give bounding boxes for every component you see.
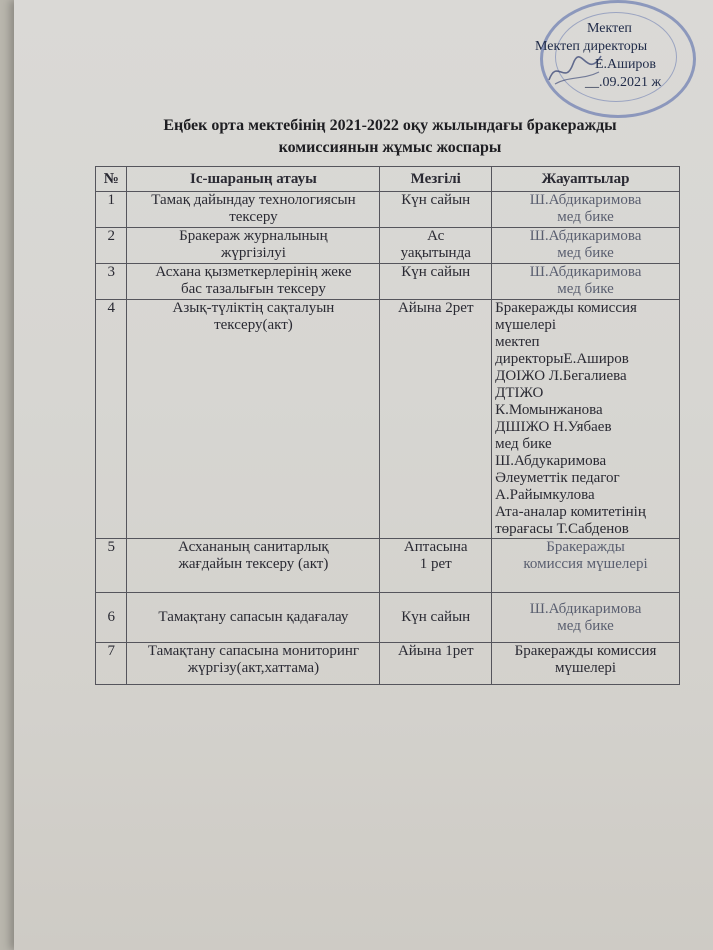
- row-period: [380, 264, 492, 300]
- event-line: Тамақ дайындау технологиясын: [151, 192, 356, 208]
- row-event: [127, 539, 380, 593]
- responsible-line: Ш.Абдикаримова: [529, 600, 642, 617]
- responsible-line: мед бике: [557, 209, 614, 225]
- event-line: Асхана қызметкерлерінің жеке: [155, 264, 352, 280]
- responsible-line: Ата-аналар комитетінің: [495, 504, 646, 520]
- responsible-line: мүшелері: [555, 660, 617, 676]
- event-line: жағдайын тексеру (акт): [178, 556, 329, 572]
- row-responsible: [492, 192, 680, 228]
- responsible-line: Бракеражды комиссия: [495, 300, 637, 316]
- row-event: [127, 228, 380, 264]
- event-line: Тамақтану сапасын қадағалау: [158, 609, 349, 625]
- period-line: Ас: [427, 228, 445, 244]
- responsible-line: комиссия мүшелері: [523, 556, 648, 572]
- responsible-line: Ш.Абдикаримова: [529, 192, 642, 208]
- row-number: 7: [96, 643, 127, 685]
- event-line: Бракераж журналының: [179, 228, 328, 244]
- responsible-line: Ш.Абдикаримова: [529, 264, 642, 280]
- row-responsible: [492, 643, 680, 685]
- row-period: [380, 643, 492, 685]
- row-responsible: [492, 264, 680, 300]
- table-row: [96, 264, 680, 300]
- approval-block: [535, 20, 710, 92]
- row-period: [380, 593, 492, 643]
- responsible-line: мүшелері: [495, 317, 557, 333]
- row-responsible: [492, 539, 680, 593]
- responsible-line: Бракеражды: [546, 539, 625, 555]
- period-line: Күн сайын: [401, 609, 471, 625]
- row-period: [380, 192, 492, 228]
- header-responsible: Жауаптылар: [492, 167, 680, 192]
- responsible-line: мектеп: [495, 334, 540, 350]
- responsible-line: мед бике: [557, 617, 614, 634]
- approval-line-1: Мектеп: [587, 21, 632, 36]
- header-period: Мезгілі: [380, 167, 492, 192]
- row-event: [127, 643, 380, 685]
- period-line: Күн сайын: [401, 192, 471, 208]
- header-event: Іс-шараның атауы: [127, 167, 380, 192]
- row-period: [380, 228, 492, 264]
- table-header-row: [96, 167, 680, 192]
- row-period: [380, 539, 492, 593]
- period-line: 1 рет: [419, 556, 452, 572]
- responsible-line: мед бике: [557, 281, 614, 297]
- row-event: [127, 593, 380, 643]
- row-number: 6: [96, 593, 127, 643]
- event-line: жүргізілуі: [220, 245, 286, 261]
- period-line: Аптасына: [403, 539, 468, 555]
- plan-table: [95, 166, 680, 685]
- responsible-line: ДТІЖО: [495, 385, 544, 401]
- period-line: Күн сайын: [401, 264, 471, 280]
- row-event: [127, 192, 380, 228]
- row-event: [127, 264, 380, 300]
- approval-line-4: __.09.2021 ж: [585, 75, 662, 90]
- row-period: [380, 300, 492, 539]
- event-line: тексеру(акт): [214, 317, 293, 333]
- row-number: 5: [96, 539, 127, 593]
- responsible-line: төрағасы Т.Сабденов: [495, 521, 629, 537]
- approval-line-2: Мектеп директоры: [535, 39, 648, 54]
- responsible-line: Әлеуметтік педагог: [495, 470, 620, 486]
- row-event: [127, 300, 380, 539]
- responsible-line: Ш.Абдукаримова: [495, 453, 607, 469]
- event-line: Асхананың санитарлық: [178, 539, 329, 555]
- responsible-line: Ш.Абдикаримова: [529, 228, 642, 244]
- responsible-line: мед бике: [557, 245, 614, 261]
- responsible-line: ДОІЖО Л.Бегалиева: [495, 368, 627, 384]
- event-line: бас тазалығын тексеру: [181, 281, 326, 297]
- table-row: [96, 300, 680, 539]
- responsible-line: директорыЕ.Аширов: [495, 351, 629, 367]
- title-line-1: Еңбек орта мектебінің 2021-2022 оқу жылындағы бракеражды: [163, 117, 617, 134]
- period-line: Айына 1рет: [397, 643, 474, 659]
- row-number: 2: [96, 228, 127, 264]
- row-responsible: [492, 593, 680, 643]
- table-row: [96, 192, 680, 228]
- responsible-line: Бракеражды комиссия: [514, 643, 657, 659]
- row-responsible: [492, 300, 680, 539]
- table-row: [96, 593, 680, 643]
- title-line-2: комиссиянын жұмыс жоспары: [278, 139, 502, 156]
- period-line: Айына 2рет: [397, 300, 474, 316]
- row-number: 1: [96, 192, 127, 228]
- event-line: Тамақтану сапасына мониторинг: [147, 643, 360, 659]
- event-line: тексеру: [229, 209, 278, 225]
- responsible-line: К.Момынжанова: [495, 402, 603, 418]
- document-title: [110, 115, 670, 159]
- table-row: [96, 643, 680, 685]
- approval-line-3: Е.Аширов: [595, 57, 657, 72]
- row-number: 3: [96, 264, 127, 300]
- row-number: 4: [96, 300, 127, 539]
- event-line: жүргізу(акт,хаттама): [187, 660, 320, 676]
- table-row: [96, 228, 680, 264]
- event-line: Азық-түліктің сақталуын: [172, 300, 335, 316]
- responsible-line: ДШІЖО Н.Уябаев: [495, 419, 612, 435]
- responsible-line: мед бике: [495, 436, 552, 452]
- period-line: уақытында: [400, 245, 471, 261]
- header-number: №: [96, 167, 127, 192]
- table-row: [96, 539, 680, 593]
- responsible-line: А.Райымкулова: [495, 487, 595, 503]
- row-responsible: [492, 228, 680, 264]
